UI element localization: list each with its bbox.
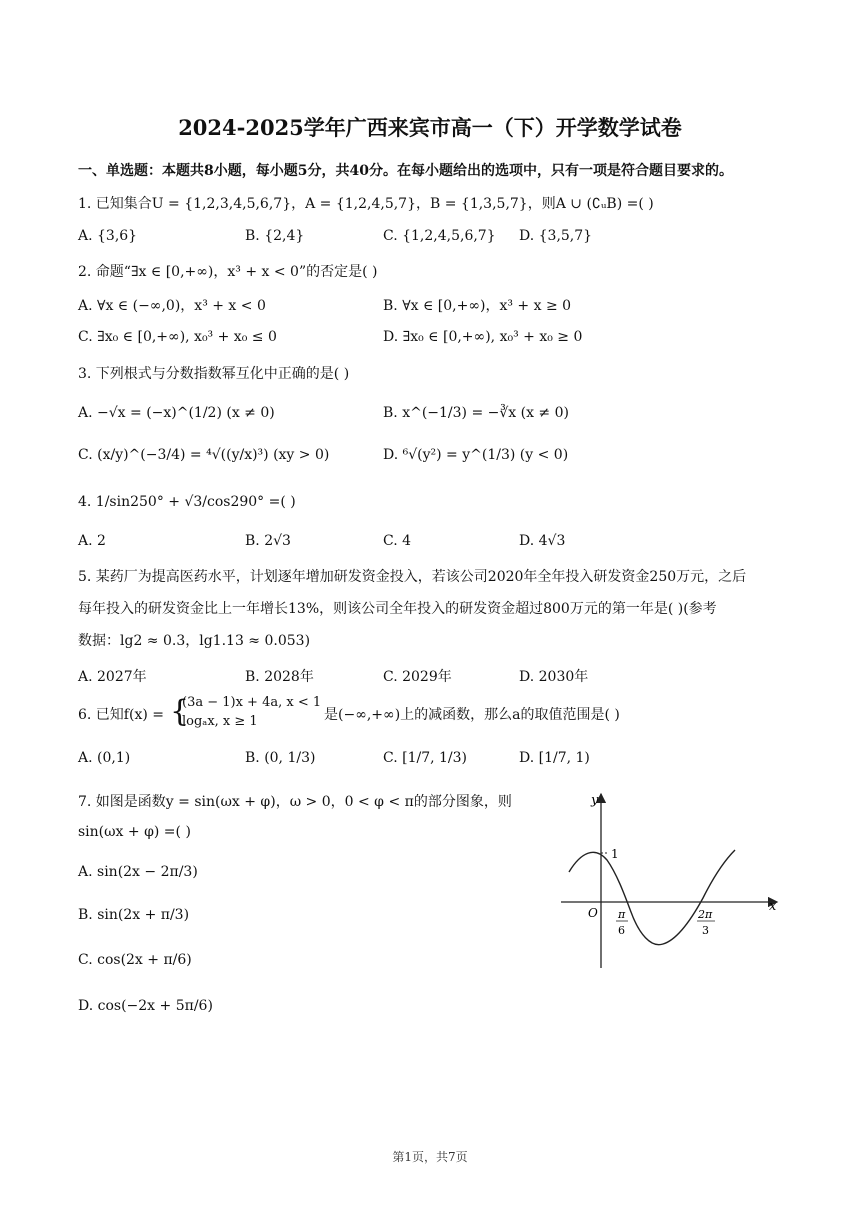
q5-option-a: A. 2027年 — [78, 669, 147, 685]
q2-option-d: D. ∃x₀ ∈ [0,+∞), x₀³ + x₀ ≥ 0 — [383, 329, 583, 345]
q6-option-b: B. (0, 1/3) — [245, 750, 316, 766]
pi-over-6-numerator: π — [618, 908, 626, 921]
q2-option-a: A. ∀x ∈ (−∞,0)，x³ + x < 0 — [78, 298, 266, 314]
question-7-line-2: sin(ωx + φ) =( ) — [78, 824, 191, 840]
q1-option-a: A. {3,6} — [78, 228, 138, 244]
origin-label: O — [588, 906, 598, 920]
piecewise-case-2: logₐx, x ≥ 1 — [182, 714, 258, 729]
q2-option-c: C. ∃x₀ ∈ [0,+∞), x₀³ + x₀ ≤ 0 — [78, 329, 277, 345]
q7-option-b: B. sin(2x + π/3) — [78, 907, 190, 923]
q7-option-a: A. sin(2x − 2π/3) — [78, 864, 198, 880]
x-axis-label: x — [769, 899, 777, 914]
question-6-suffix: 是(−∞,+∞)上的减函数，那么a的取值范围是( ) — [324, 707, 620, 723]
piecewise-brace: { — [170, 694, 190, 729]
page-title: 2024-2025学年广西来宾市高一（下）开学数学试卷 — [178, 115, 682, 140]
question-3-stem: 3. 下列根式与分数指数幂互化中正确的是( ) — [78, 366, 350, 382]
question-5-line-2: 每年投入的研发资金比上一年增长13%，则该公司全年投入的研发资金超过800万元的第一年是( )(参考 — [78, 601, 717, 617]
q7-option-c: C. cos(2x + π/6) — [78, 952, 192, 968]
question-7-line-1: 7. 如图是函数y = sin(ωx + φ)，ω > 0，0 < φ < π的部分图象，则 — [78, 794, 512, 810]
q1-option-b: B. {2,4} — [245, 228, 305, 244]
question-5-line-1: 5. 某药厂为提高医药水平，计划逐年增加研发资金投入，若该公司2020年全年投入研发资金250万元，之后 — [78, 569, 747, 585]
piecewise-case-1: (3a − 1)x + 4a, x < 1 — [182, 695, 322, 710]
q5-option-d: D. 2030年 — [519, 669, 589, 685]
q7-option-d: D. cos(−2x + 5π/6) — [78, 998, 213, 1014]
q1-option-c: C. {1,2,4,5,6,7} — [383, 228, 496, 244]
q2-option-b: B. ∀x ∈ [0,+∞)，x³ + x ≥ 0 — [383, 298, 572, 314]
question-5-line-3: 数据：lg2 ≈ 0.3，lg1.13 ≈ 0.053) — [78, 633, 311, 649]
sine-curve — [569, 850, 735, 945]
question-1-stem: 1. 已知集合U = {1,2,3,4,5,6,7}，A = {1,2,4,5,7}，B = {1,3,5,7}，则A ∪ (∁ᵤB) =( ) — [78, 196, 654, 212]
q3-option-a: A. −√x = (−x)^(1/2) (x ≠ 0) — [78, 405, 275, 421]
question-4-stem: 4. 1/sin250° + √3/cos290° =( ) — [78, 494, 296, 510]
q5-option-b: B. 2028年 — [245, 669, 314, 685]
one-label: 1 — [611, 847, 619, 861]
q1-option-d: D. {3,5,7} — [519, 228, 593, 244]
y-axis-label: y — [591, 793, 599, 808]
q6-option-c: C. [1/7, 1/3) — [383, 750, 467, 766]
q6-option-d: D. [1/7, 1) — [519, 750, 590, 766]
q4-option-b: B. 2√3 — [245, 533, 291, 549]
question-2-stem: 2. 命题“∃x ∈ [0,+∞)，x³ + x < 0”的否定是( ) — [78, 264, 378, 280]
section-heading: 一、单选题：本题共8小题，每小题5分，共40分。在每小题给出的选项中，只有一项是符合题目要求的。 — [78, 163, 733, 179]
q3-option-d: D. ⁶√(y²) = y^(1/3) (y < 0) — [383, 447, 569, 463]
pi-over-6-denominator: 6 — [618, 924, 625, 937]
q3-option-c: C. (x/y)^(−3/4) = ⁴√((y/x)³) (xy > 0) — [78, 447, 330, 463]
q4-option-c: C. 4 — [383, 533, 412, 549]
q6-option-a: A. (0,1) — [78, 750, 131, 766]
page-footer: 第1页，共7页 — [392, 1150, 468, 1164]
q3-option-b: B. x^(−1/3) = −∛x (x ≠ 0) — [383, 405, 569, 421]
two-pi-over-3-denominator: 3 — [702, 924, 709, 937]
q4-option-a: A. 2 — [78, 533, 106, 549]
q4-option-d: D. 4√3 — [519, 533, 566, 549]
q5-option-c: C. 2029年 — [383, 669, 452, 685]
sine-graph-figure — [555, 780, 795, 975]
question-6-prefix: 6. 已知f(x) = — [78, 707, 164, 723]
two-pi-over-3-numerator: 2π — [698, 908, 713, 921]
